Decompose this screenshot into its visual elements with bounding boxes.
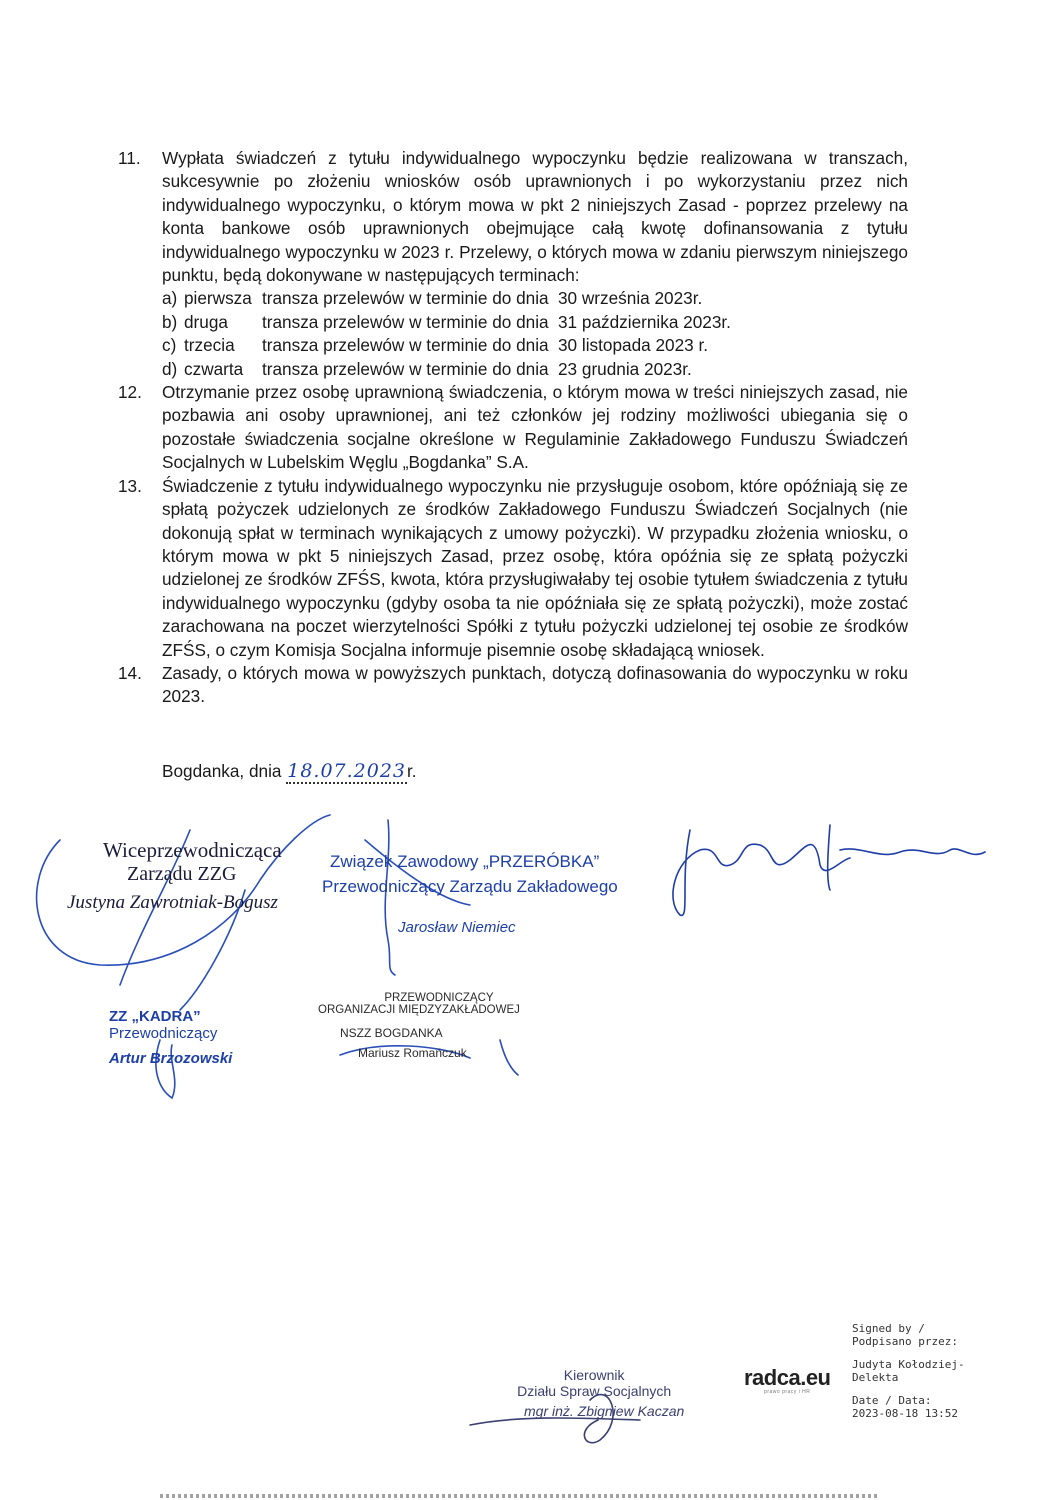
signature-date: 2023-08-18 13:52 [852, 1407, 958, 1420]
stamp-przerobka [322, 852, 618, 936]
stamp-name: Mariusz Romańczuk [358, 1046, 467, 1060]
tranche-text: transza przelewów w terminie do dnia [262, 335, 549, 356]
stamp-subtitle: Działu Spraw Socjalnych [517, 1383, 672, 1399]
tranche-date: 23 grudnia 2023r. [558, 358, 692, 379]
electronic-signature [852, 1322, 965, 1420]
stamp-subtitle: Przewodniczący Zarządu Zakładowego [322, 877, 618, 896]
stamp-kierownik [504, 1367, 684, 1419]
stamp-zzg [55, 838, 282, 914]
tranche-letter: a) [162, 288, 178, 309]
point-number: 11. [118, 148, 141, 168]
stamp-name: mgr inż. Zbigniew Kaczan [524, 1403, 685, 1419]
stamp-name: Jarosław Niemiec [398, 919, 516, 936]
stamp-subtitle: Przewodniczący [109, 1025, 218, 1042]
signer-name: Judyta Kołodziej- [852, 1358, 965, 1371]
stamp-title: Wiceprzewodnicząca [103, 838, 282, 862]
date-label: Date / Data: [852, 1394, 932, 1407]
radca-logo [744, 1365, 831, 1395]
point-number: 12. [118, 382, 142, 403]
tranche-letter: d) [162, 358, 178, 379]
tranche-name: trzecia [184, 335, 235, 356]
signed-by-label-pl: Podpisano przez: [852, 1335, 958, 1348]
tranche-name: druga [184, 311, 228, 332]
stamp-title: ZZ „KADRA” [109, 1008, 201, 1025]
tranche-name: czwarta [184, 358, 244, 379]
point-text: Wypłata świadczeń z tytułu indywidualnego wypoczynku będzie realizowana w transzach, sukcesywnie po złożeniu wniosków osób uprawnionych i po wykorzystaniu przez nich indywidualnego wypoczynku, o którym mowa w pkt 2 niniejszych Zasad - poprzez przelewy na konta bankowe osób uprawnionych obejmujące całą kwotę dofinansowania z tytułu indywidualnego wypoczynku w 2023 r. Przelewy, o których mowa w zdaniu pierwszym niniejszego punktu, będą dokonywane w następujących terminach: [162, 148, 908, 286]
point-number: 13. [118, 475, 142, 496]
tranche-text: transza przelewów w terminie do dnia [262, 311, 549, 332]
footer-strip [160, 1494, 880, 1498]
stamp-subtitle: Zarządu ZZG [127, 863, 237, 885]
handwritten-date: 18.07.2023 [287, 760, 407, 782]
tranche-date: 30 września 2023r. [558, 288, 703, 309]
tranche-text: transza przelewów w terminie do dnia [262, 288, 549, 309]
stamp-title: Związek Zawodowy „PRZERÓBKA” [330, 852, 600, 871]
stamp-title: Kierownik [563, 1367, 625, 1383]
stamp-nszz [318, 992, 520, 1060]
point-text: Świadczenie z tytułu indywidualnego wypoczynku nie przysługuje osobom, które opóźniają się ze spłatą pożyczek udzielonych ze środków Zakładowego Funduszu Świadczeń Socjalnych (nie dokonują spłat w terminach wynikających z umowy pożyczki). W przypadku złożenia wniosku, o którym mowa w pkt 5 niniejszych Zasad, przez osobę, która opóźnia się ze spłatą pożyczki udzielonej ze środków ZFŚS, kwota, która przysługiwałaby tej osobie tytułem świadczenia z tytułu indywidualnego wypoczynku (gdyby osoba ta nie opóźniała się ze spłatą pożyczki), może zostać zarachowana na poczet wierzytelności Spółki z tytułu pożyczki udzielonej tej osobie ze środków ZFŚS, o czym Komisja Socjalna informuje pisemnie osobę składającą wniosek. [162, 475, 908, 660]
stamp-org: NSZZ BOGDANKA [340, 1026, 443, 1040]
point-text: Otrzymanie przez osobę uprawnioną świadczenia, o którym mowa w treści niniejszych zasad, nie pozbawia ani osoby uprawnionej, ani też członków jej rodziny możliwości ubiegania się o pozostałe świadczenia socjalne określone w Regulaminie Zakładowego Funduszu Świadczeń Socjalnych w Lubelskim Węglu „Bogdanka” S.A. [162, 382, 908, 473]
logo-tagline: prawo pracy i HR [764, 1389, 811, 1395]
tranche-name: pierwsza [184, 288, 252, 309]
tranche-text: transza przelewów w terminie do dnia [262, 358, 549, 379]
tranche-letter: b) [162, 311, 178, 332]
stamp-name: Justyna Zawrotniak-Bogusz [67, 892, 278, 913]
date-suffix: r. [407, 761, 417, 781]
point-number: 14. [118, 662, 142, 683]
signed-by-label: Signed by / [852, 1322, 925, 1335]
logo-wordmark: radca.eu [744, 1365, 831, 1390]
point-text: Zasady, o których mowa w powyższych punktach, dotyczą dofinasowania do wypoczynku w roku 2023. [162, 662, 908, 707]
stamp-name: Artur Brzozowski [109, 1050, 233, 1067]
tranche-date: 30 listopada 2023 r. [558, 335, 709, 356]
tranche-date: 31 października 2023r. [558, 311, 731, 332]
date-prefix: Bogdanka, dnia [162, 761, 287, 781]
stamp-kadra [109, 1008, 232, 1067]
stamp-title: PRZEWODNICZĄCY [384, 992, 494, 1004]
signer-name-cont: Delekta [852, 1371, 899, 1384]
tranche-letter: c) [162, 335, 177, 356]
stamp-subtitle: ORGANIZACJI MIĘDZYZAKŁADOWEJ [318, 1004, 520, 1016]
